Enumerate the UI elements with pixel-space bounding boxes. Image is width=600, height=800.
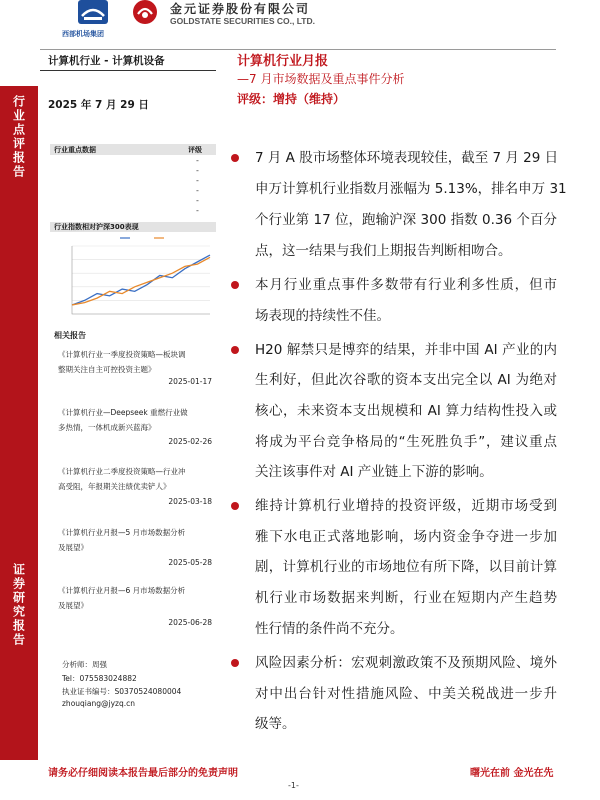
- bullet-dot: [231, 346, 239, 354]
- related-report-date: 2025-06-28: [168, 618, 212, 627]
- index-performance-chart: [50, 232, 216, 324]
- related-report-line: 《计算机行业月报—5 月市场数据分析: [58, 528, 186, 537]
- bullet-line: 将成为平台竞争格局的“生死胜负手”，建议重点: [255, 434, 557, 450]
- key-data-row: -: [196, 166, 199, 175]
- bullet-line: 核心，未来资本支出规模和 AI 算力结构性投入或: [255, 403, 557, 419]
- related-report-line: 《计算机行业一季度投资策略—板块调: [58, 350, 186, 359]
- related-report-line: 及展望》: [58, 543, 88, 552]
- bullet-dot: [231, 154, 239, 162]
- key-data-row: -: [196, 206, 199, 215]
- bullet-line: 剧，计算机行业的市场地位有所下降，以目前计算: [255, 559, 557, 575]
- key-data-row: -: [196, 176, 199, 185]
- sidebar-report-type: 行业点评报告: [11, 95, 26, 179]
- related-report-line: 及展望》: [58, 601, 88, 610]
- sidebar-research-label: 证券研究报告: [11, 563, 26, 647]
- sidebar-band: [0, 86, 38, 760]
- bullet-line: 点，这一结果与我们上期报告判断相吻合。: [255, 243, 512, 259]
- bullet-line: 雅下水电正式落地影响，场内资金争夺进一步加: [255, 529, 557, 545]
- bullet-line: 级等。: [255, 716, 296, 732]
- company-name-en: GOLDSTATE SECURITIES CO., LTD.: [170, 16, 315, 26]
- company-name-cn: 金元证券股份有限公司: [170, 2, 311, 16]
- related-report-line: 《计算机行业—Deepseek 重燃行业做: [58, 408, 188, 417]
- chart-header: [50, 222, 216, 232]
- bullet-line: 机行业市场数据来判断，行业在短期内产生趋势: [255, 590, 557, 606]
- related-report-line: 多热情，一体机成新兴蓝海》: [58, 423, 156, 432]
- bullet-line: 个行业第 17 位，跑输沪深 300 指数 0.36 个百分: [255, 212, 557, 228]
- key-data-col-rating: 评级: [188, 146, 202, 154]
- bullet-line: 生利好，但此次谷歌的资本支出完全以 AI 为绝对: [255, 372, 557, 388]
- company-logo: [130, 0, 160, 26]
- bullet-line: 关注该事件对 AI 产业链上下游的影响。: [255, 464, 493, 480]
- bullet-dot: [231, 502, 239, 510]
- bullet-line: 场表现的持续性不佳。: [255, 308, 390, 324]
- related-report-line: 高受阻，年报期关注绩优卖铲人》: [58, 482, 171, 491]
- related-report-date: 2025-03-18: [168, 497, 212, 506]
- footer-slogan: 曙光在前 金光在先: [470, 768, 554, 779]
- report-subtitle: —7 月市场数据及重点事件分析: [237, 72, 405, 86]
- bullet-line: 本月行业重点事件多数带有行业利多性质，但市: [255, 277, 557, 293]
- key-data-col-title: 行业重点数据: [54, 146, 96, 154]
- related-report-line: 整期关注自主可控投资主题》: [58, 365, 156, 374]
- bullet-line: H20 解禁只是博弈的结果，并非中国 AI 产业的内: [255, 342, 557, 358]
- bullet-dot: [231, 281, 239, 289]
- report-title: 计算机行业月报: [237, 54, 329, 69]
- related-report-date: 2025-01-17: [168, 377, 212, 386]
- report-date: 2025 年 7 月 29 日: [48, 99, 149, 111]
- analyst-tel: Tel：075583024882: [62, 674, 137, 683]
- industry-divider: [40, 70, 216, 71]
- footer-disclaimer: 请务必仔细阅读本报告最后部分的免责声明: [48, 768, 238, 779]
- key-data-row: -: [196, 156, 199, 165]
- analyst-cert: 执业证书编号：S0370524080004: [62, 687, 182, 696]
- bullet-line: 申万计算机行业指数月涨幅为 5.13%，排名申万 31: [255, 181, 567, 197]
- analyst-email[interactable]: zhouqiang@jyzq.cn: [62, 699, 135, 708]
- analyst-name: 分析师：周强: [62, 660, 107, 669]
- chart-axes: [72, 246, 210, 314]
- key-data-row: -: [196, 186, 199, 195]
- bullet-line: 7 月 A 股市场整体环境表现较佳，截至 7 月 29 日: [255, 150, 559, 166]
- key-data-row: -: [196, 196, 199, 205]
- chart-title: 行业指数相对沪深300表现: [54, 223, 139, 231]
- related-report-date: 2025-05-28: [168, 558, 212, 567]
- bullet-line: 对中出台针对性措施风险、中美关税战进一步升: [255, 686, 557, 702]
- page-number: -1-: [288, 781, 299, 790]
- partner-logo-text: 西部机场集团: [62, 30, 104, 38]
- bullet-line: 性行情的条件尚不充分。: [255, 621, 404, 637]
- chart-series-line: [72, 255, 210, 305]
- bullet-line: 风险因素分析：宏观刺激政策不及预期风险、境外: [255, 655, 557, 671]
- report-rating: 评级：增持（维持）: [237, 92, 346, 106]
- partner-logo: [70, 0, 116, 28]
- related-reports-title: 相关报告: [54, 331, 86, 340]
- related-report-line: 《计算机行业月报—6 月市场数据分析: [58, 586, 186, 595]
- industry-label: 计算机行业 - 计算机设备: [48, 55, 165, 67]
- bullet-dot: [231, 659, 239, 667]
- related-report-date: 2025-02-26: [168, 437, 212, 446]
- bullet-line: 维持计算机行业增持的投资评级，近期市场受到: [255, 498, 557, 514]
- chart-series-line: [72, 257, 210, 305]
- related-report-line: 《计算机行业二季度投资策略—行业冲: [58, 467, 186, 476]
- key-data-header: [50, 144, 216, 155]
